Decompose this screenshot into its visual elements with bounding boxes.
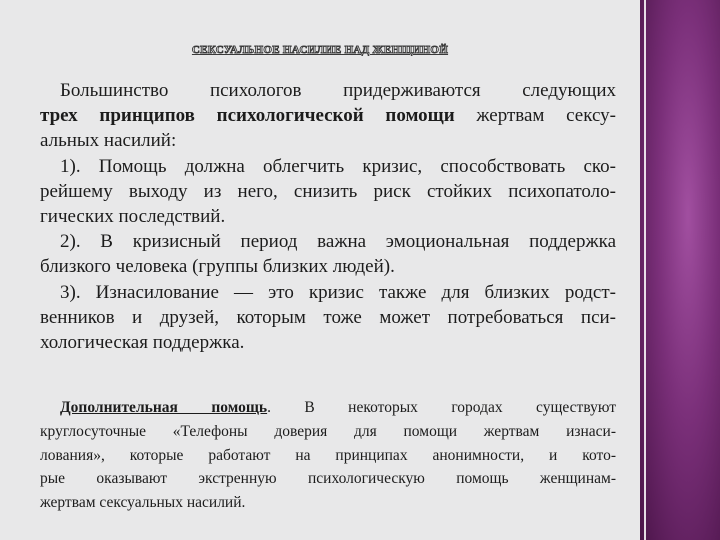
additional-line-2: круглосуточные «Телефоны доверия для помощи жертвам изнаси- [40, 422, 616, 440]
principle-1-line-2: рейшему выходу из него, снизить риск стойких психопатоло- [40, 180, 616, 202]
intro-line-2-rest: жертвам сексу- [454, 105, 616, 127]
additional-line-1 [40, 396, 616, 420]
decorative-side-panel [640, 0, 720, 540]
principle-3-line-3: хологическая поддержка. [40, 332, 245, 354]
principle-1-line-3: гических последствий. [40, 206, 226, 228]
principle-2-line-2: близкого человека (группы близких людей). [40, 256, 395, 278]
intro-line-2 [40, 103, 616, 128]
principle-3-line-2: венников и друзей, которым тоже может потребоваться пси- [40, 306, 616, 328]
intro-line-1: Большинство психологов придерживаются следующих [60, 80, 616, 101]
additional-line-4: рые оказывают экстренную психологическую помощь женщинам- [40, 470, 616, 488]
principles-heading: трех принципов психологической помощи [40, 105, 455, 127]
principle-1-line-1: 1). Помощь должна облегчить кризис, способствовать ско- [60, 155, 616, 177]
additional-line-5: жертвам сексуальных насилий. [40, 494, 246, 512]
principle-3-line-1: 3). Изнасилование — это кризис также для близких родст- [60, 281, 616, 303]
additional-help-text [40, 396, 616, 515]
intro-line-3: альных насилий: [40, 130, 177, 152]
main-text [40, 78, 616, 355]
additional-line-1-rest: . В некоторых городах существуют [267, 399, 617, 416]
additional-line-3: лования», которые работают на принципах анонимности, и кото- [40, 446, 616, 464]
side-divider-line [644, 0, 646, 540]
additional-help-heading: Дополнительная помощь [60, 399, 268, 416]
slide-title: СЕКСУАЛЬНОЕ НАСИЛИЕ НАД ЖЕНЩИНОЙ [191, 44, 449, 56]
principle-2-line-1: 2). В кризисный период важна эмоциональная поддержка [60, 231, 616, 253]
